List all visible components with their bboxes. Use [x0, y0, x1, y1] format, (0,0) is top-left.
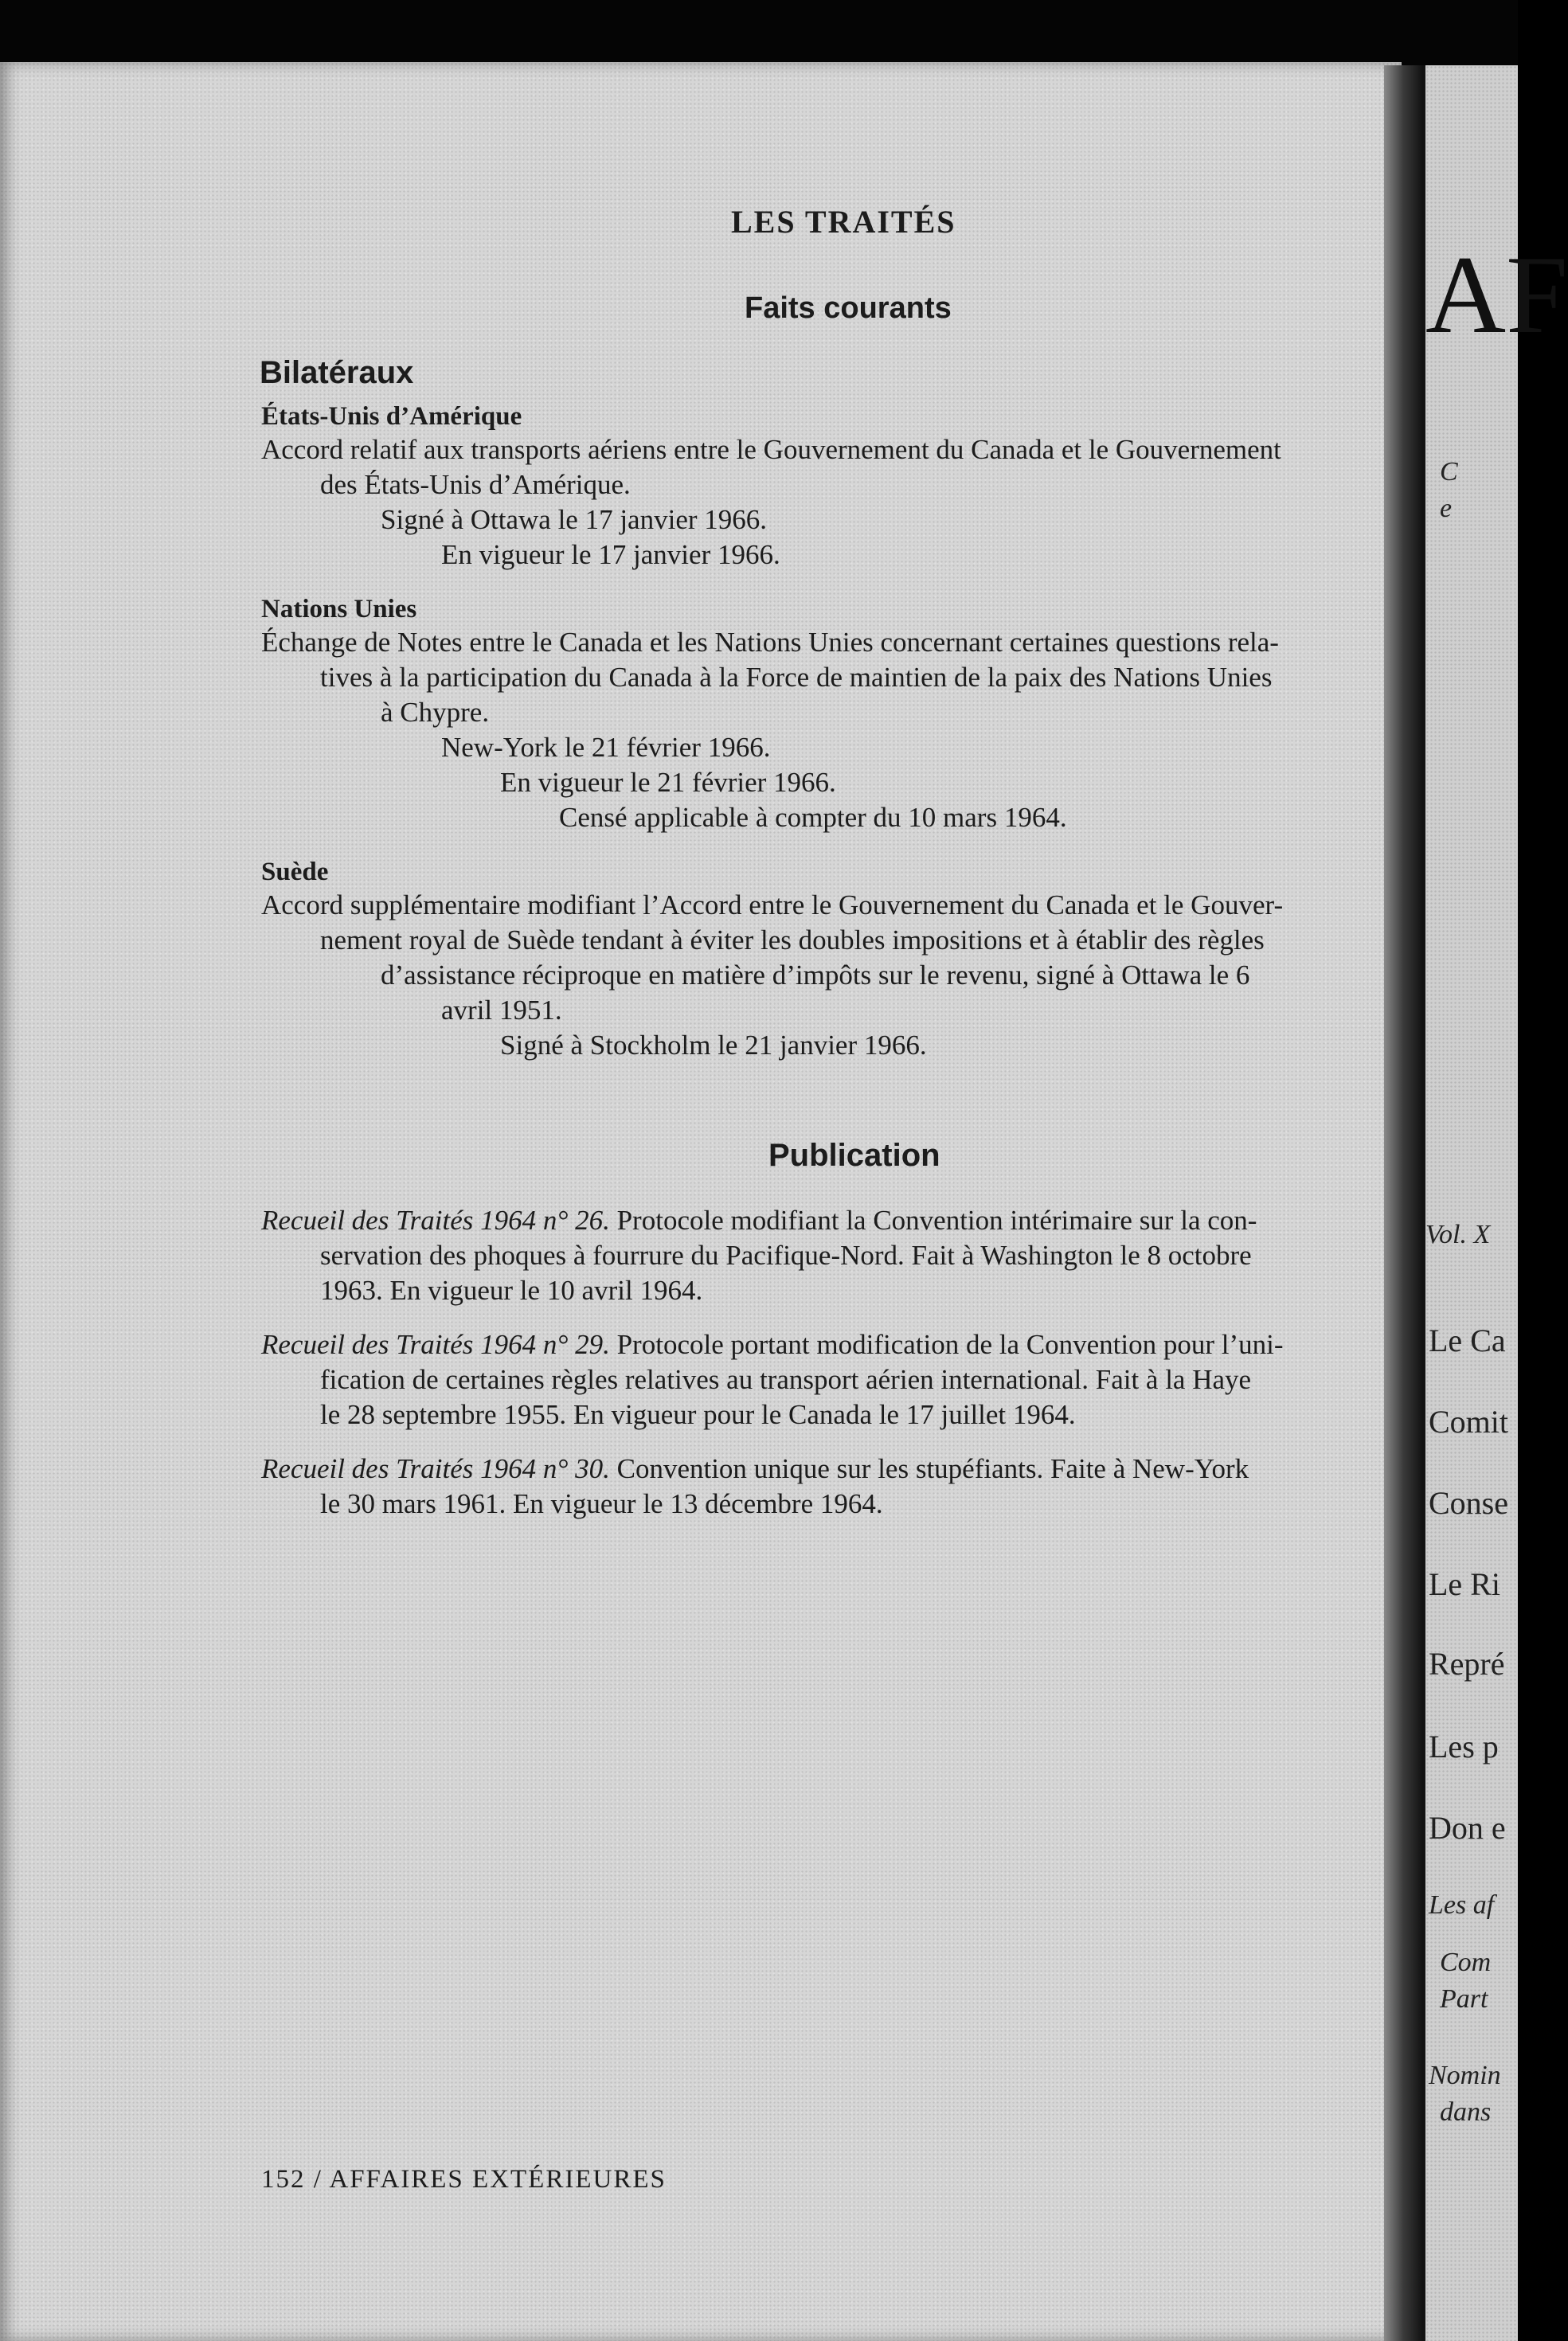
page-footer	[261, 2163, 667, 2196]
facing-page-fragment: dans	[1440, 2097, 1492, 2127]
treaty-line: Accord relatif aux transports aériens entre le Gouvernement du Canada et le Gouvernement	[261, 434, 1281, 465]
treaty-line: Censé applicable à compter du 10 mars 1964.	[559, 802, 1067, 833]
publication-line: fication de certaines règles relatives au transport aérien international. Fait à la Haye	[320, 1364, 1252, 1395]
journal-name: AFFAIRES EXTÉRIEURES	[329, 2165, 667, 2194]
treaty-line: avril 1951.	[441, 995, 562, 1026]
publication-entry-first-line	[261, 1452, 1249, 1486]
country-heading: Suède	[261, 858, 329, 886]
treaty-line: tives à la participation du Canada à la Force de maintien de la paix des Nations Unies	[320, 662, 1273, 693]
facing-page	[1425, 65, 1568, 2341]
facing-page-fragment: Don e	[1429, 1810, 1506, 1846]
treaty-line: En vigueur le 17 janvier 1966.	[441, 539, 780, 570]
facing-page-fragment: Repré	[1429, 1646, 1505, 1682]
facing-page-fragment: Com	[1440, 1948, 1492, 1977]
publication-text: Protocole portant modification de la Convention pour l’uni-	[616, 1329, 1284, 1360]
country-heading: États-Unis d’Amérique	[261, 402, 522, 431]
facing-page-fragment: Les p	[1429, 1729, 1499, 1765]
publication-reference: Recueil des Traités 1964 n° 29.	[261, 1329, 610, 1360]
facing-page-fragment: Nomin	[1429, 2061, 1501, 2090]
footer-separator: /	[313, 2165, 323, 2194]
facing-page-fragment: C	[1440, 457, 1458, 487]
facing-page-fragment: Comit	[1429, 1404, 1509, 1440]
facing-page-fragment: Part	[1440, 1984, 1488, 2014]
treaty-line: d’assistance réciproque en matière d’impôts sur le revenu, signé à Ottawa le 6	[381, 959, 1250, 991]
publication-reference: Recueil des Traités 1964 n° 30.	[261, 1453, 610, 1484]
section-heading-publication: Publication	[768, 1138, 940, 1173]
publication-line: le 30 mars 1961. En vigueur le 13 décembre 1964.	[320, 1488, 883, 1519]
publication-entry-first-line	[261, 1204, 1257, 1237]
treaty-line: Accord supplémentaire modifiant l’Accord entre le Gouvernement du Canada et le Gouver-	[261, 889, 1284, 920]
publication-reference: Recueil des Traités 1964 n° 26.	[261, 1205, 610, 1236]
treaty-line: En vigueur le 21 février 1966.	[500, 767, 836, 798]
publication-text: Convention unique sur les stupéfiants. Faite à New-York	[616, 1453, 1249, 1484]
page-subtitle: Faits courants	[745, 291, 952, 325]
facing-page-fragment: Les af	[1429, 1890, 1495, 1920]
section-heading-bilateral: Bilatéraux	[260, 355, 414, 390]
facing-page-fragment: Le Ca	[1429, 1323, 1506, 1358]
facing-page-fragment: Conse	[1429, 1485, 1508, 1521]
publication-text: Protocole modifiant la Convention intérimaire sur la con-	[616, 1205, 1257, 1236]
page-title: LES TRAITÉS	[731, 204, 956, 240]
facing-page-title-fragment: AF	[1425, 233, 1568, 357]
treaty-line: Échange de Notes entre le Canada et les Nations Unies concernant certaines questions rela-	[261, 627, 1279, 658]
publication-line: servation des phoques à fourrure du Pacifique-Nord. Fait à Washington le 8 octobre	[320, 1240, 1252, 1271]
facing-page-fragment: e	[1440, 494, 1453, 523]
country-heading: Nations Unies	[261, 595, 417, 623]
treaty-line: des États-Unis d’Amérique.	[320, 469, 631, 500]
publication-line: 1963. En vigueur le 10 avril 1964.	[320, 1275, 703, 1306]
treaty-line: Signé à Ottawa le 17 janvier 1966.	[381, 504, 768, 535]
facing-page-fragment: Vol. X	[1425, 1220, 1491, 1249]
treaty-line: New-York le 21 février 1966.	[441, 732, 771, 763]
page-number: 152	[261, 2165, 306, 2194]
treaty-line: nement royal de Suède tendant à éviter les doubles impositions et à établir des règles	[320, 924, 1265, 956]
facing-page-fragment: Le Ri	[1429, 1566, 1500, 1602]
treaty-line: à Chypre.	[381, 697, 490, 728]
treaty-line: Signé à Stockholm le 21 janvier 1966.	[500, 1030, 927, 1061]
publication-line: le 28 septembre 1955. En vigueur pour le Canada le 17 juillet 1964.	[320, 1399, 1076, 1430]
publication-entry-first-line	[261, 1328, 1284, 1362]
